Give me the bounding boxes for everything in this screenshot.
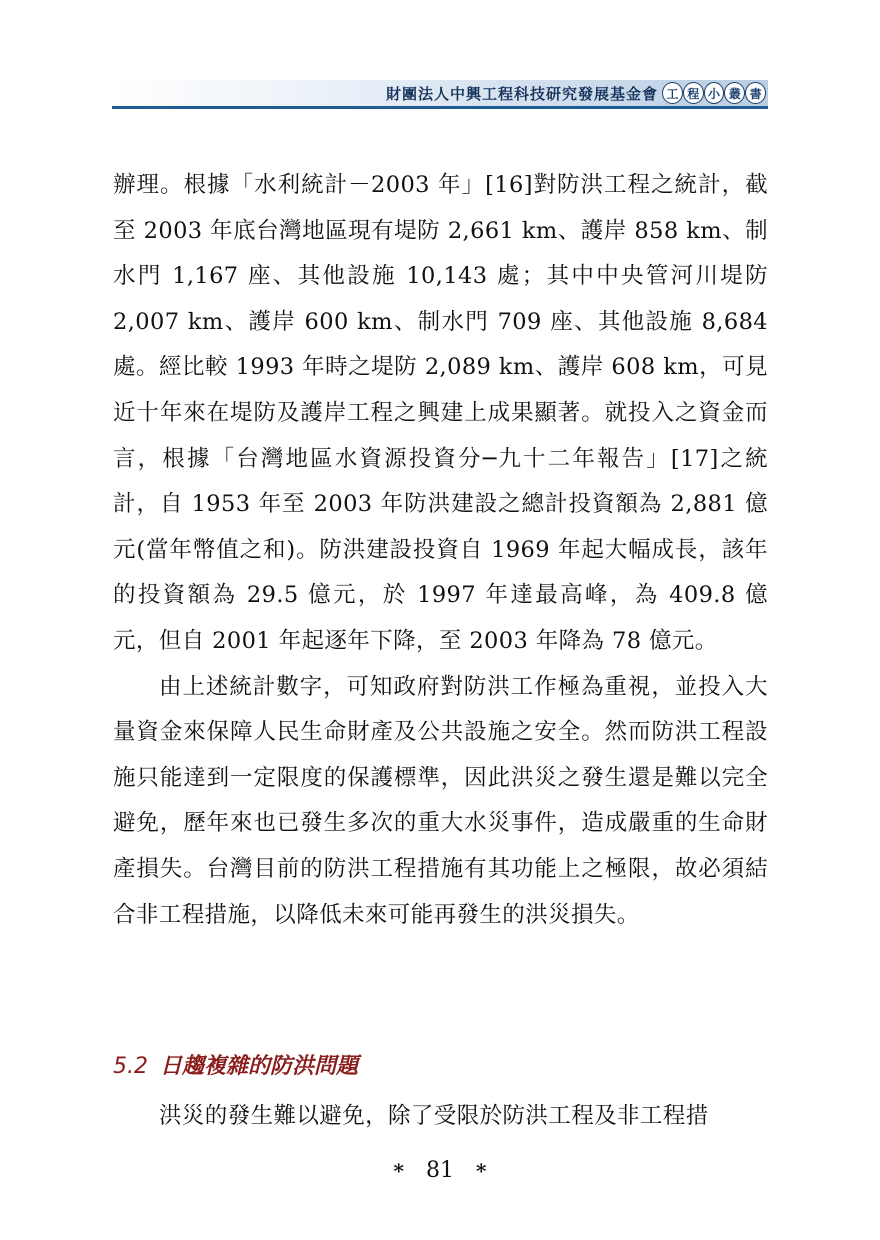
section-number: 5.2 [113,1054,148,1079]
section-title: 日趨複雜的防洪問題 [160,1054,359,1079]
body-text [113,163,768,938]
page-number: 81 [426,1158,454,1183]
series-char: 程 [683,82,704,104]
series-char: 叢 [724,82,745,104]
header-rule [112,106,768,109]
section-heading [113,1049,358,1080]
series-char: 小 [704,82,725,104]
section-first-line: 洪災的發生難以避免，除了受限於防洪工程及非工程措 [159,1103,709,1129]
series-badge [662,80,766,106]
series-char: 工 [662,82,683,104]
series-char: 書 [745,82,766,104]
header-organization: 財團法人中興工程科技研究發展基金會 [385,85,658,103]
paragraph-conclusion: 由上述統計數字，可知政府對防洪工作極為重視，並投入大量資金來保障人民生命財產及公共設施之安全。然而防洪工程設施只能達到一定限度的保護標準，因此洪災之發生還是難以完全避免，歷年來也已發生多次的重大水災事件，造成嚴重的生命財產損失。台灣目前的防洪工程措施有其功能上之極限，故必須結合非工程措施，以降低未來可能再發生的洪災損失。 [113,673,768,928]
page-footer [0,1158,880,1183]
star-icon: * [476,1158,487,1183]
star-icon: * [393,1158,404,1183]
paragraph-statistics: 辦理。根據「水利統計－2003 年」[16]對防洪工程之統計，截至 2003 年底台灣地區現有堤防 2,661 km、護岸 858 km、制水門 1,167 座、其他設施 10,143 處；其中中央管河川堤防 2,007 km、護岸 600 km、制水門 709 座、其他設施 8,684 處。經比較 1993 年時之堤防 2,089 km、護岸 608 km，可見近十年來在堤防及護岸工程之興建上成果顯著。就投入之資金而言，根據「台灣地區水資源投資分─九十二年報告」[17]之統計，自 1953 年至 2003 年防洪建設之總計投資額為 2,881 億元(當年幣值之和)。防洪建設投資自 1969 年起大幅成長，該年的投資額為 29.5 億元，於 1997 年達最高峰，為 409.8 億元，但自 2001 年起逐年下降，至 2003 年降為 78 億元。 [113,172,768,654]
